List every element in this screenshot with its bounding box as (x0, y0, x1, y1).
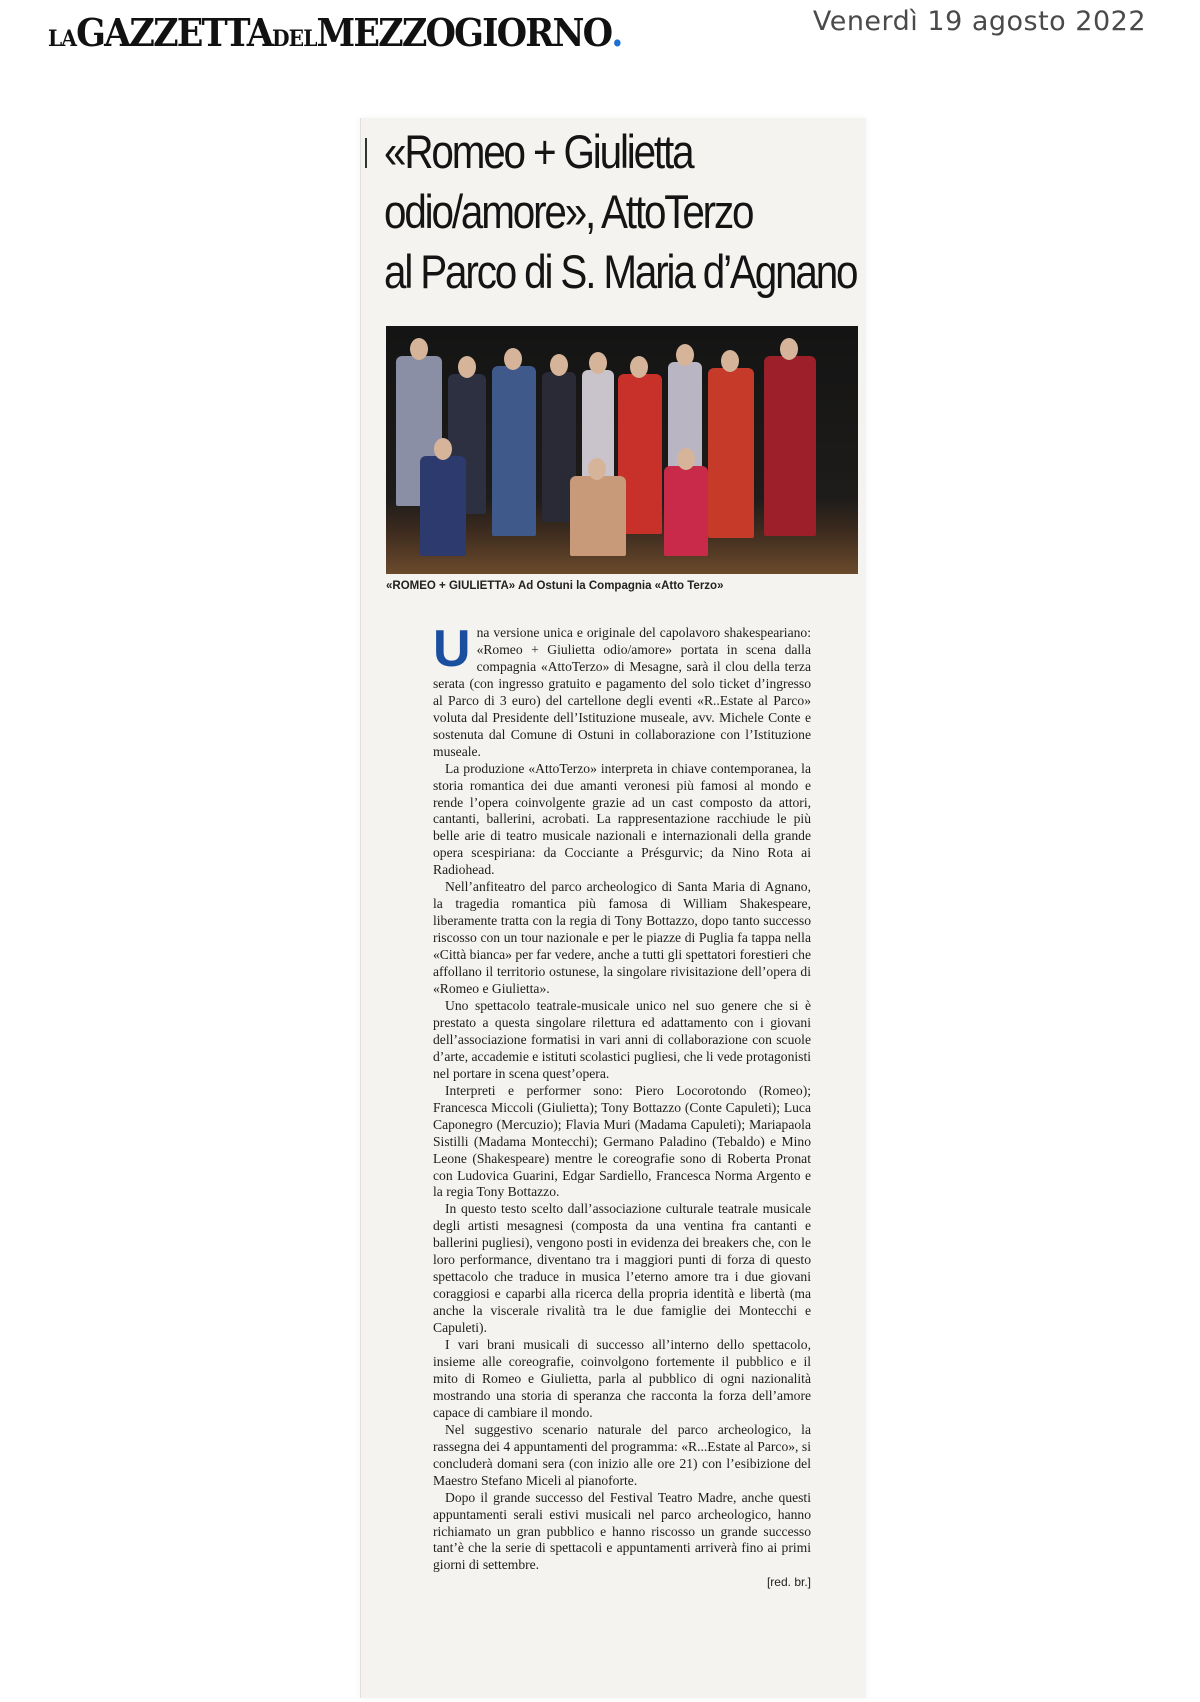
paragraph-9: Dopo il grande successo del Festival Teatro Madre, anche questi appuntamenti serali estivi musicali nel parco archeologico, hanno richiamato un gran pubblico e hanno riscosso un grande successo tant’è che la serie di spettacoli e appuntamenti arriverà fino ai primi giorni di settembre. (433, 1489, 811, 1573)
paragraph-7: I vari brani musicali di successo all’interno dello spettacolo, insieme alle coreografie, coinvolgono fortemente il pubblico e il mito di Romeo e Giulietta, parla al pubblico di ogni nazionalità mostrando una storia di speranza che racconta la forza dell’amore capace di cambiare il mondo. (433, 1337, 811, 1420)
masthead-del: DEL (272, 26, 317, 52)
paragraph-2: La produzione «AttoTerzo» interpreta in chiave contemporanea, la storia romantica dei due amanti veronesi più famosi al mondo e rende l’opera coinvolgente grazie ad un cast composto da attori, cantanti, ballerini, acrobati. La rappresentazione racchiude le più belle arie di teatro musicale nazionali e internazionali della grande opera scespiriana: da Cocciante a Présgurvic; da Nino Rota ai Radiohead. (433, 760, 811, 878)
paragraph-8: Nel suggestivo scenario naturale del parco archeologico, la rassegna dei 4 appuntamenti del programma: «R...Estate al Parco», si concluderà domani sera (con inizio alle ore 21) con l’esibizione del Maestro Stefano Miceli al pianoforte. (433, 1421, 811, 1488)
headline-line-3: al Parco di S. Maria d’Agnano (384, 245, 857, 298)
headline-line-2: odio/amore», AttoTerzo (384, 185, 753, 238)
author-credit: [red. br.] (766, 1575, 811, 1590)
paragraph-6: In questo testo scelto dall’associazione culturale teatrale musicale degli artisti mesagnesi (composta da una ventina fra cantanti e ballerini pugliesi), vengono posti in evidenza dei breakers che, con le loro performance, diventano tra i maggiori punti di forza di questo spettacolo che traduce in musica l’eterno amore tra i due giovani coraggiosi e caparbi alla ricerca della propria identità e libertà (ma anche la viscerale rivalità tra le due famiglie dei Montecchi e Capuleti). (433, 1201, 811, 1336)
headline-rule (365, 138, 367, 168)
newspaper-masthead (48, 10, 622, 55)
cast-photo (386, 326, 858, 574)
article-headline (384, 122, 866, 302)
article-body (433, 620, 811, 1592)
paragraph-3: Nell’anfiteatro del parco archeologico di Santa Maria di Agnano, la tragedia romantica più famosa di William Shakespeare, liberamente tratta con la regia di Tony Bottazzo, dopo tanto successo riscosso con un tour nazionale e per le piazze di Puglia fa tappa nella «Città bianca» per far vedere, anche a tutti gli spettatori forestieri che affollano il territorio ostunese, la singolare rivisitazione dell’opera di «Romeo e Giulietta». (433, 879, 811, 997)
paragraph-1-text: na versione unica e originale del capolavoro shakespeariano: «Romeo + Giulietta odio/amore» portata in scena dalla compagnia «AttoTerzo» di Mesagne, sarà il clou della terza serata (con ingresso gratuito e pagamento del solo ticket d’ingresso al Parco di 3 euro) del cartellone degli eventi «R..Estate al Parco» voluta dal Presidente dell’Istituzione museale, avv. Michele Conte e sostenuta dal Comune di Ostuni in collaborazione con l’Istituzione museale. (433, 625, 811, 759)
masthead-dot: . (611, 10, 623, 55)
paragraph-4: Uno spettacolo teatrale-musicale unico nel suo genere che si è prestato a questa singolare rilettura ed adattamento con i giovani dell’associazione formatisi in vari anni di collaborazione con scuole d’arte, accademie e istituti scolastici pugliesi, che li vede protagonisti nel portare in scena quest’opera. (433, 997, 811, 1081)
credit-row (433, 1574, 811, 1592)
headline-line-1: «Romeo + Giulietta (384, 125, 693, 178)
photo-caption: «ROMEO + GIULIETTA» Ad Ostuni la Compagnia «Atto Terzo» (386, 580, 724, 592)
masthead-la: LA (48, 26, 77, 52)
masthead-mezzogiorno: MEZZOGIORNO (316, 10, 612, 55)
paragraph-5: Interpreti e performer sono: Piero Locorotondo (Romeo); Francesca Miccoli (Giulietta); Tony Bottazzo (Conte Capuleti); Luca Caponegro (Mercuzio); Flavia Muri (Madama Capuleti); Mariapaola Sistilli (Madama Montecchi); Germano Paladino (Tebaldo) e Mino Leone (Shakespeare) mentre le coreografie sono di Roberta Pronat con Ludovica Guarini, Edgar Sardiello, Francesca Norma Argento e la regia Tony Bottazzo. (433, 1082, 811, 1200)
paragraph-1 (433, 620, 811, 761)
masthead-gazzetta: GAZZETTA (76, 10, 273, 55)
issue-date: Venerdì 19 agosto 2022 (812, 6, 1146, 37)
drop-cap: U (433, 620, 471, 678)
